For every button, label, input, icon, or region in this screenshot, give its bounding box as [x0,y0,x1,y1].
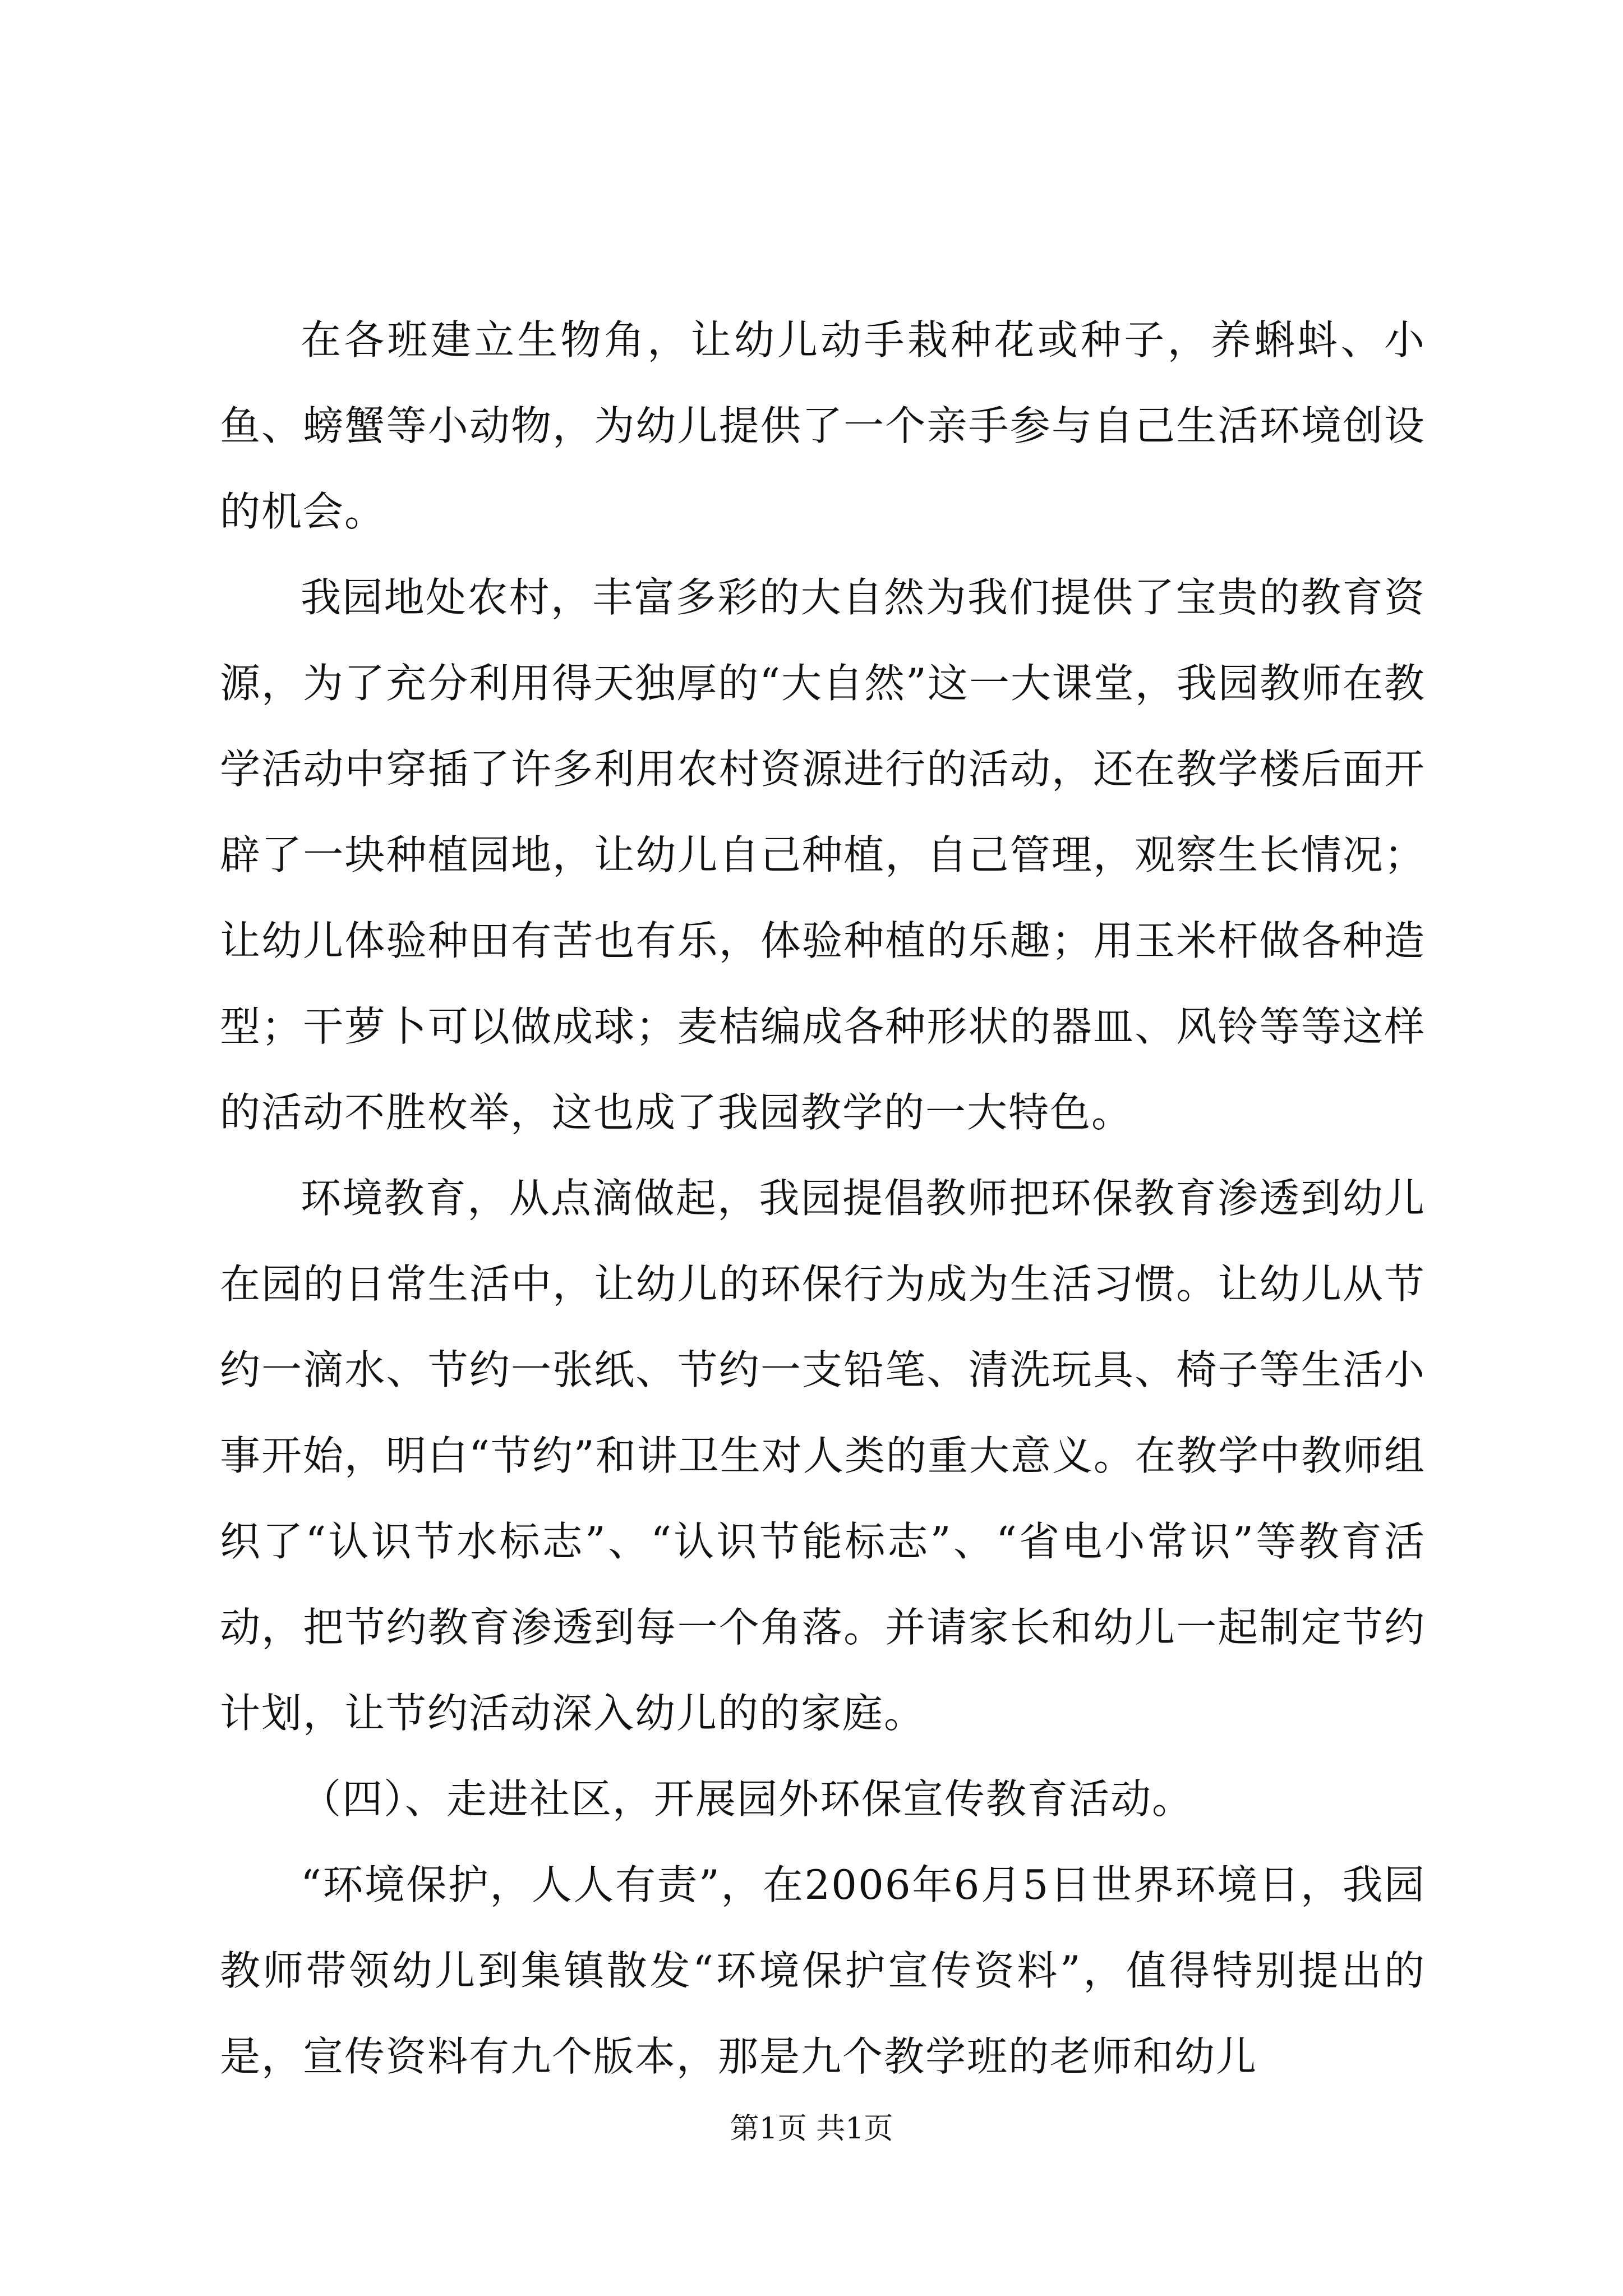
page-footer: 第1页 共1页 [730,2112,893,2146]
paragraph-biology-corner: 在各班建立生物角，让幼儿动手栽种花或种子，养蝌蚪、小鱼、螃蟹等小动物，为幼儿提供了一个亲手参与自己生活环境创设的机会。 [220,316,1426,535]
section-heading-community: （四）、走进社区，开展园外环保宣传教育活动。 [301,1775,1194,1823]
paragraph-rural-resources: 我园地处农村，丰富多彩的大自然为我们提供了宝贵的教育资源，为了充分利用得天独厚的“大自然”这一大课堂，我园教师在教学活动中穿插了许多利用农村资源进行的活动，还在教学楼后面开辟了一块种植园地，让幼儿自己种植，自己管理，观察生长情况；让幼儿体验种田有苦也有乐，体验种植的乐趣；用玉米杆做各种造型；干萝卜可以做成球；麦桔编成各种形状的器皿、风铃等等这样的活动不胜枚举，这也成了我园教学的一大特色。 [220,574,1426,1136]
paragraph-environment-day: “环境保护，人人有责”，在2006年6月5日世界环境日，我园教师带领幼儿到集镇散发“环境保护宣传资料”，值得特别提出的是，宣传资料有九个版本，那是九个教学班的老师和幼儿 [220,1861,1426,2080]
paragraph-environmental-education: 环境教育，从点滴做起，我园提倡教师把环保教育渗透到幼儿在园的日常生活中，让幼儿的环保行为成为生活习惯。让幼儿从节约一滴水、节约一张纸、节约一支铅笔、清洗玩具、椅子等生活小事开始，明白“节约”和讲卫生对人类的重大意义。在教学中教师组织了“认识节水标志”、“认识节能标志”、“省电小常识”等教育活动，把节约教育渗透到每一个角落。并请家长和幼儿一起制定节约计划，让节约活动深入幼儿的的家庭。 [220,1175,1426,1737]
document-body [220,297,1426,2100]
